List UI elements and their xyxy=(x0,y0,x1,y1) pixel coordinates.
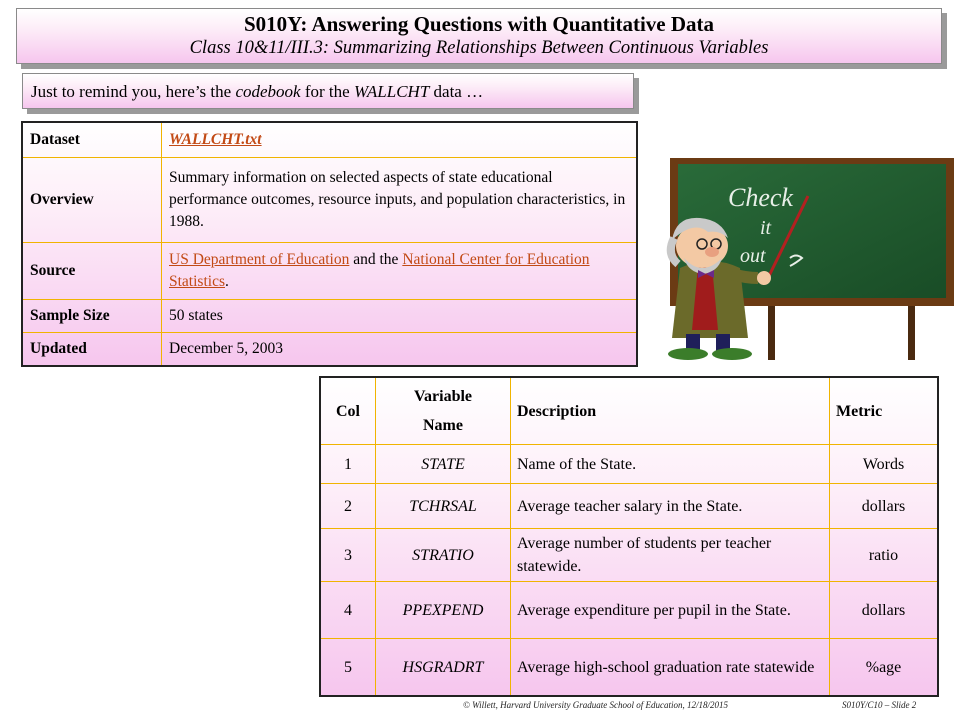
reminder-text: Just to remind you, here’s the xyxy=(31,82,236,101)
col-number: 4 xyxy=(320,582,376,639)
reminder-dataset: WALLCHT xyxy=(353,82,430,101)
table-row xyxy=(320,484,938,529)
us-dept-education-link[interactable]: US Department of Education xyxy=(169,251,350,268)
codebook-row-updated xyxy=(22,333,637,367)
source-mid-text: and the xyxy=(349,251,403,268)
chalk-word-2: it xyxy=(760,217,772,239)
metric-header: Metric xyxy=(830,377,939,445)
variables-table xyxy=(319,376,939,697)
variable-metric: ratio xyxy=(830,529,939,582)
source-end-text: . xyxy=(224,273,229,290)
variable-description: Name of the State. xyxy=(511,445,830,484)
variable-metric: Words xyxy=(830,445,939,484)
variable-name: TCHRSAL xyxy=(376,484,511,529)
variable-name-header-line1: Variable xyxy=(413,388,473,405)
reminder-codebook: codebook xyxy=(235,82,301,101)
chalk-word-3: out xyxy=(740,245,766,267)
codebook-row-dataset xyxy=(22,122,637,158)
variable-name: STATE xyxy=(376,445,511,484)
codebook-row-sample-size xyxy=(22,300,637,333)
teacher-chalkboard-illustration xyxy=(640,158,955,363)
reminder-text-2: for the xyxy=(300,82,354,101)
variable-name-header xyxy=(376,377,511,445)
col-header: Col xyxy=(320,377,376,445)
description-header: Description xyxy=(511,377,830,445)
col-number: 5 xyxy=(320,639,376,697)
variable-description: Average expenditure per pupil in the State. xyxy=(511,582,830,639)
variable-metric: dollars xyxy=(830,582,939,639)
slide-title: S010Y: Answering Questions with Quantitative Data xyxy=(243,12,715,36)
variable-name-header-line2: Name xyxy=(423,417,463,434)
variable-description: Average teacher salary in the State. xyxy=(511,484,830,529)
overview-value: Summary information on selected aspects of state educational performance outcomes, resource inputs, and population characteristics, in 1988. xyxy=(162,158,638,243)
footer-slide-number: S010Y/C10 – Slide 2 xyxy=(842,700,917,710)
table-row xyxy=(320,529,938,582)
table-row xyxy=(320,445,938,484)
updated-label: Updated xyxy=(22,333,162,367)
codebook-row-overview xyxy=(22,158,637,243)
table-row xyxy=(320,582,938,639)
reminder-box xyxy=(22,73,634,109)
variable-name: STRATIO xyxy=(376,529,511,582)
variable-name: HSGRADRT xyxy=(376,639,511,697)
dataset-link[interactable]: WALLCHT.txt xyxy=(169,131,262,148)
col-number: 2 xyxy=(320,484,376,529)
slide-subtitle: Class 10&11/III.3: Summarizing Relationships Between Continuous Variables xyxy=(189,38,769,58)
footer-copyright: © Willett, Harvard University Graduate School of Education, 12/18/2015 xyxy=(463,700,728,710)
slide-title-box xyxy=(16,8,942,64)
variable-description: Average number of students per teacher statewide. xyxy=(511,529,830,582)
variable-metric: %age xyxy=(830,639,939,697)
col-number: 1 xyxy=(320,445,376,484)
variable-metric: dollars xyxy=(830,484,939,529)
codebook-table xyxy=(21,121,638,367)
variable-name: PPEXPEND xyxy=(376,582,511,639)
source-value xyxy=(162,243,638,300)
overview-label: Overview xyxy=(22,158,162,243)
reminder-text-3: data … xyxy=(429,82,484,101)
table-row xyxy=(320,639,938,697)
chalk-word-1: Check xyxy=(728,183,793,212)
source-label: Source xyxy=(22,243,162,300)
dataset-value-cell xyxy=(162,122,638,158)
codebook-row-source xyxy=(22,243,637,300)
variables-header-row xyxy=(320,377,938,445)
nces-link[interactable]: National Center for Education Statistics xyxy=(169,251,590,290)
sample-size-value: 50 states xyxy=(162,300,638,333)
updated-value: December 5, 2003 xyxy=(162,333,638,367)
col-number: 3 xyxy=(320,529,376,582)
sample-size-label: Sample Size xyxy=(22,300,162,333)
dataset-label: Dataset xyxy=(22,122,162,158)
variable-description: Average high-school graduation rate statewide xyxy=(511,639,830,697)
